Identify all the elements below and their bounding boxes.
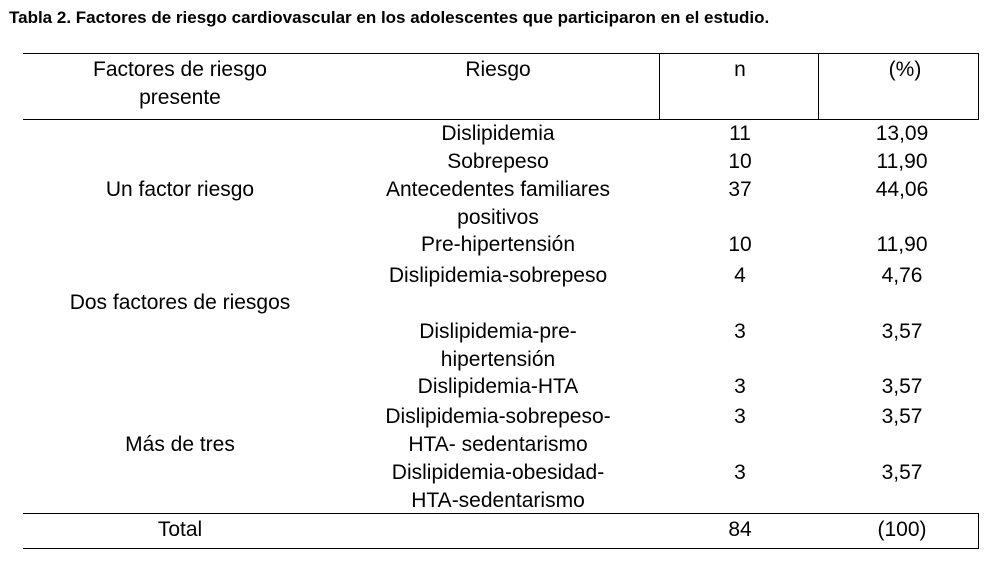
row-n: 3 <box>734 461 746 484</box>
row-n: 3 <box>734 405 746 428</box>
group-mas-de-tres: Más de tres <box>125 433 235 456</box>
row-pct: 3,57 <box>881 320 923 343</box>
row-n: 4 <box>734 264 746 287</box>
header-right-edge <box>978 53 979 119</box>
row-pct: 11,90 <box>876 150 928 173</box>
row-n: 11 <box>729 122 751 145</box>
header-factores: Factores de riesgo presente <box>93 58 267 109</box>
row-riesgo: Dislipidemia-obesidad- HTA-sedentarismo <box>391 461 605 512</box>
row-pct: 3,57 <box>881 375 923 398</box>
row-n: 3 <box>734 320 746 343</box>
row-n: 10 <box>728 233 752 256</box>
table-bottom-rule <box>23 548 979 549</box>
header-divider-pct <box>818 53 819 119</box>
total-n: 84 <box>728 518 752 541</box>
header-n: n <box>734 58 746 81</box>
row-riesgo: Dislipidemia-sobrepeso <box>388 264 608 287</box>
row-n: 37 <box>728 178 752 201</box>
row-pct: 4,76 <box>881 264 923 287</box>
header-divider-n <box>659 53 660 119</box>
row-pct: 11,90 <box>876 233 928 256</box>
total-label: Total <box>157 518 203 541</box>
row-riesgo: Dislipidemia-HTA <box>417 375 579 398</box>
row-riesgo: Pre-hipertensión <box>420 233 576 256</box>
row-n: 10 <box>728 150 752 173</box>
row-riesgo: Dislipidemia-pre- hipertensión <box>419 320 577 371</box>
total-right-edge <box>978 513 979 548</box>
group-un-factor: Un factor riesgo <box>105 178 255 201</box>
table-top-rule <box>23 53 979 54</box>
table-caption: Tabla 2. Factores de riesgo cardiovascular en los adolescentes que participaron en el estudio. <box>9 8 770 27</box>
header-pct: (%) <box>888 58 922 81</box>
row-pct: 3,57 <box>881 405 923 428</box>
row-n: 3 <box>734 375 746 398</box>
group-dos-factores: Dos factores de riesgos <box>69 291 291 314</box>
row-riesgo: Antecedentes familiares positivos <box>385 178 611 229</box>
row-riesgo: Dislipidemia <box>441 122 555 145</box>
row-pct: 44,06 <box>875 178 929 201</box>
header-riesgo: Riesgo <box>465 58 531 81</box>
row-riesgo: Sobrepeso <box>447 150 549 173</box>
row-pct: 3,57 <box>881 461 923 484</box>
total-pct: (100) <box>877 518 927 541</box>
row-pct: 13,09 <box>875 122 929 145</box>
row-riesgo: Dislipidemia-sobrepeso- HTA- sedentarismo <box>385 405 611 456</box>
